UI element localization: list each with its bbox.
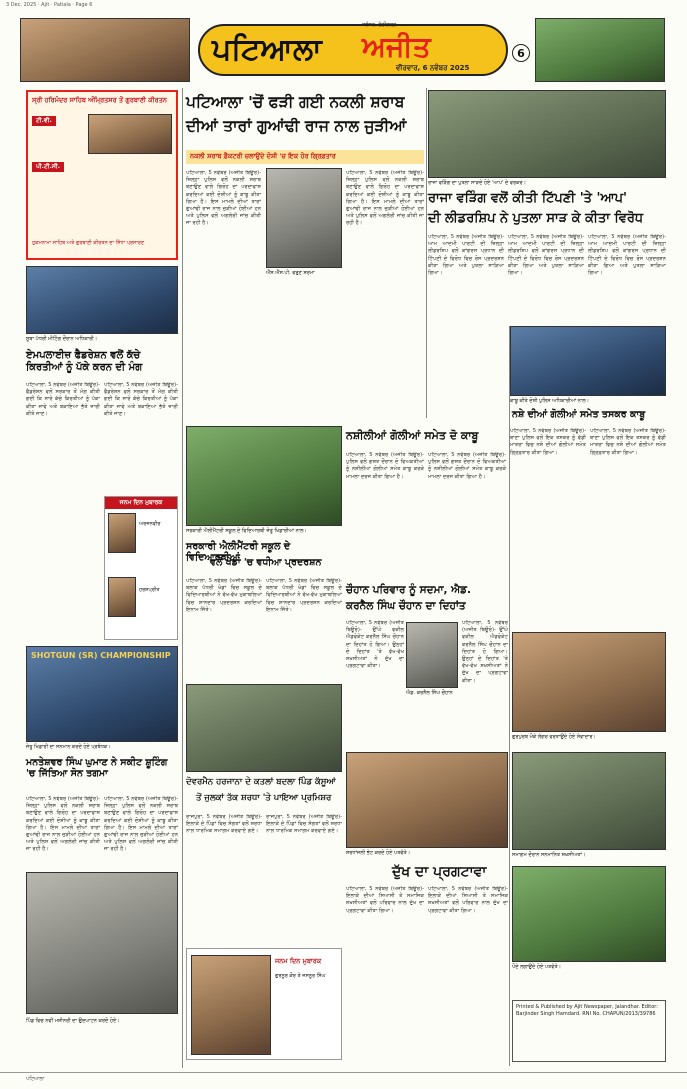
drug-body-2: ਪਟਿਆਲਾ, 5 ਨਵੰਬਰ (ਅਜੀਤ ਬਿਊਰੋ)- ਪੁਲਿਸ ਵਲੋਂ ਗਸ਼ਤ ਦੌਰਾਨ ਦੋ ਵਿਅਕਤੀਆਂ ਨੂੰ ਨਸ਼ੀਲੀਆਂ ਗੋਲੀਆਂ ਸਮੇਤ ਕਾਬੂ ਕਰਕੇ ਮਾਮਲਾ ਦਰਜ ਕੀਤਾ ਗਿਆ ਹੈ। [428,452,506,480]
event-photo [186,684,342,772]
left-photo-meeting [26,266,178,334]
school-headline-2: ਵਲੋਂ ਖੇਡਾਂ 'ਚ ਵਧੀਆ ਪ੍ਰਦਰਸ਼ਨ [210,557,322,568]
column-rule [426,88,427,418]
drug-headline: ਨਸ਼ੀਲੀਆਂ ਗੋਲੀਆਂ ਸਮੇਤ ਦੋ ਕਾਬੂ [346,429,479,442]
smuggler-body-1: ਪਟਿਆਲਾ, 5 ਨਵੰਬਰ (ਅਜੀਤ ਬਿਊਰੋ)- ਥਾਣਾ ਪੁਲਿਸ ਵਲੋਂ ਇਕ ਤਸਕਰ ਨੂੰ ਵੱਡੀ ਮਾਤਰਾ ਵਿਚ ਨਸ਼ੇ ਦੀਆਂ ਗੋਲੀਆਂ ਸਮੇਤ ਗ੍ਰਿਫ਼ਤਾਰ ਕੀਤਾ ਗਿਆ। [510,428,586,456]
grief-body-2: ਪਟਿਆਲਾ, 5 ਨਵੰਬਰ (ਅਜੀਤ ਬਿਊਰੋ)- ਇਲਾਕੇ ਦੀਆਂ ਸਿਆਸੀ ਤੇ ਸਮਾਜਿਕ ਸ਼ਖ਼ਸੀਅਤਾਂ ਵਲੋਂ ਪਰਿਵਾਰ ਨਾਲ ਦੁੱਖ ਦਾ ਪ੍ਰਗਟਾਵਾ ਕੀਤਾ ਗਿਆ। [428,886,508,914]
right-top-headline-2: ਦੀ ਲੀਡਰਸ਼ਿਪ ਨੇ ਪੁਤਲਾ ਸਾੜ ਕੇ ਕੀਤਾ ਵਿਰੋਧ [428,211,644,226]
grief-body-1: ਪਟਿਆਲਾ, 5 ਨਵੰਬਰ (ਅਜੀਤ ਬਿਊਰੋ)- ਇਲਾਕੇ ਦੀਆਂ ਸਿਆਸੀ ਤੇ ਸਮਾਜਿਕ ਸ਼ਖ਼ਸੀਅਤਾਂ ਵਲੋਂ ਪਰਿਵਾਰ ਨਾਲ ਦੁੱਖ ਦਾ ਪ੍ਰਗਟਾਵਾ ਕੀਤਾ ਗਿਆ। [346,886,424,914]
chauhan-caption: ਐਡ. ਕਰਨੈਲ ਸਿੰਘ ਚੌਹਾਨ [406,690,453,696]
kabaddi-headline-2: ਤੋਂ ਜੁਲਕਾਂ ਤੱਕ ਸ਼ਰਧਾ 'ਤੇ ਪਾਇਆ ਪ੍ਰਮਿਸ਼ਰ [196,793,332,803]
shotgun-photo [26,646,178,742]
left-headline: ਏਮਪਲਾਈਜ਼ ਫੈਡਰੇਸ਼ਨ ਵਲੋਂ ਕੱਚੇ ਕਿਰਤੀਆਂ ਨੂੰ ਪੱਕੇ ਕਰਨ ਦੀ ਮੰਗ [26,350,143,373]
birthday-photo-2 [108,577,136,617]
greeting-photo [191,955,271,1055]
shotgun-caption: ਜੇਤੂ ਖਿਡਾਰੀ ਦਾ ਸਨਮਾਨ ਕਰਦੇ ਹੋਏ ਪ੍ਰਬੰਧਕ। [26,744,111,750]
kabaddi-body-1: ਰਾਜਪੁਰਾ, 5 ਨਵੰਬਰ (ਅਜੀਤ ਬਿਊਰੋ)- ਇਲਾਕੇ ਦੇ ਪਿੰਡਾਂ ਵਿਚ ਸੰਗਤਾਂ ਵਲੋਂ ਸ਼ਰਧਾ ਨਾਲ ਧਾਰਮਿਕ ਸਮਾਗਮ ਕਰਵਾਏ ਗਏ। [186,814,262,835]
smuggler-body-2: ਪਟਿਆਲਾ, 5 ਨਵੰਬਰ (ਅਜੀਤ ਬਿਊਰੋ)- ਥਾਣਾ ਪੁਲਿਸ ਵਲੋਂ ਇਕ ਤਸਕਰ ਨੂੰ ਵੱਡੀ ਮਾਤਰਾ ਵਿਚ ਨਸ਼ੇ ਦੀਆਂ ਗੋਲੀਆਂ ਸਮੇਤ ਗ੍ਰਿਫ਼ਤਾਰ ਕੀਤਾ ਗਿਆ। [590,428,666,456]
lead-body-col1: ਪਟਿਆਲਾ, 5 ਨਵੰਬਰ (ਅਜੀਤ ਬਿਊਰੋ)- ਜ਼ਿਲ੍ਹਾ ਪੁਲਿਸ ਵਲੋਂ ਨਕਲੀ ਸ਼ਰਾਬ ਬਣਾਉਣ ਵਾਲੇ ਗਿਰੋਹ ਦਾ ਪਰਦਾਫਾਸ਼ ਕਰਦਿਆਂ ਕਈ ਦੋਸ਼ੀਆਂ ਨੂੰ ਕਾਬੂ ਕੀਤਾ ਗਿਆ ਹੈ। ਇਸ ਮਾਮਲੇ ਦੀਆਂ ਤਾਰਾਂ ਗੁਆਂਢੀ ਰਾਜ ਨਾਲ ਜੁੜੀਆਂ ਹੋਈਆਂ ਹਨ ਅਤੇ ਪੁਲਿਸ ਵਲੋਂ ਅਗਲੇਰੀ ਜਾਂਚ ਕੀਤੀ ਜਾ ਰਹੀ ਹੈ। [186,170,261,227]
top-strip [0,0,687,10]
school-body-1: ਪਟਿਆਲਾ, 5 ਨਵੰਬਰ (ਅਜੀਤ ਬਿਊਰੋ)- ਬਲਾਕ ਪੱਧਰੀ ਖੇਡਾਂ ਵਿਚ ਸਕੂਲ ਦੇ ਵਿਦਿਆਰਥੀਆਂ ਨੇ ਵੱਖ-ਵੱਖ ਮੁਕਾਬਲਿਆਂ ਵਿਚ ਸ਼ਾਨਦਾਰ ਪ੍ਰਦਰਸ਼ਨ ਕਰਦਿਆਂ ਇਨਾਮ ਜਿੱਤੇ। [186,578,262,613]
greeting-box [186,948,342,1060]
shotgun-body-1: ਪਟਿਆਲਾ, 5 ਨਵੰਬਰ (ਅਜੀਤ ਬਿਊਰੋ)- ਜ਼ਿਲ੍ਹਾ ਪੁਲਿਸ ਵਲੋਂ ਨਕਲੀ ਸ਼ਰਾਬ ਬਣਾਉਣ ਵਾਲੇ ਗਿਰੋਹ ਦਾ ਪਰਦਾਫਾਸ਼ ਕਰਦਿਆਂ ਕਈ ਦੋਸ਼ੀਆਂ ਨੂੰ ਕਾਬੂ ਕੀਤਾ ਗਿਆ ਹੈ। ਇਸ ਮਾਮਲੇ ਦੀਆਂ ਤਾਰਾਂ ਗੁਆਂਢੀ ਰਾਜ ਨਾਲ ਜੁੜੀਆਂ ਹੋਈਆਂ ਹਨ ਅਤੇ ਪੁਲਿਸ ਵਲੋਂ ਅਗਲੇਰੀ ਜਾਂਚ ਕੀਤੀ ਜਾ ਰਹੀ ਹੈ। [26,796,100,853]
grief-headline: ਦੁੱਖ ਦਾ ਪ੍ਰਗਟਾਵਾ [392,864,487,880]
chauhan-body-2: ਪਟਿਆਲਾ, 5 ਨਵੰਬਰ (ਅਜੀਤ ਬਿਊਰੋ)- ਉੱਘੇ ਵਕੀਲ ਐਡਵੋਕੇਟ ਕਰਨੈਲ ਸਿੰਘ ਚੌਹਾਨ ਦਾ ਦਿਹਾਂਤ ਹੋ ਗਿਆ। ਉਨ੍ਹਾਂ ਦੇ ਦਿਹਾਂਤ 'ਤੇ ਵੱਖ-ਵੱਖ ਸ਼ਖ਼ਸੀਅਤਾਂ ਨੇ ਦੁੱਖ ਦਾ ਪ੍ਰਗਟਾਵਾ ਕੀਤਾ। [462,620,508,684]
machinery-caption: ਪਿੰਡ ਵਿਚ ਨਵੀਂ ਮਸ਼ੀਨਰੀ ਦਾ ਉਦਘਾਟਨ ਕਰਦੇ ਹੋਏ। [26,1018,120,1024]
greeting-title: ਜਨਮ ਦਿਨ ਮੁਬਾਰਕ [275,957,322,965]
lead-subhead: ਨਕਲੀ ਸ਼ਰਾਬ ਫ਼ੈਕਟਰੀ ਚਲਾਉਂਦੇ ਦੋਸ਼ੀ 'ਚ ਇਕ ਹੋਰ ਗ੍ਰਿਫ਼ਤਾਰ [190,152,336,160]
right-top-body-1: ਪਟਿਆਲਾ, 5 ਨਵੰਬਰ (ਅਜੀਤ ਬਿਊਰੋ)- ਆਮ ਆਦਮੀ ਪਾਰਟੀ ਦੀ ਜ਼ਿਲ੍ਹਾ ਲੀਡਰਸ਼ਿਪ ਵਲੋਂ ਕਾਂਗਰਸ ਪ੍ਰਧਾਨ ਦੀ ਟਿੱਪਣੀ ਦੇ ਵਿਰੋਧ ਵਿਚ ਰੋਸ ਪ੍ਰਦਰਸ਼ਨ ਕੀਤਾ ਗਿਆ ਅਤੇ ਪੁਤਲਾ ਸਾੜਿਆ ਗਿਆ। [428,234,504,277]
shotgun-body-2: ਪਟਿਆਲਾ, 5 ਨਵੰਬਰ (ਅਜੀਤ ਬਿਊਰੋ)- ਜ਼ਿਲ੍ਹਾ ਪੁਲਿਸ ਵਲੋਂ ਨਕਲੀ ਸ਼ਰਾਬ ਬਣਾਉਣ ਵਾਲੇ ਗਿਰੋਹ ਦਾ ਪਰਦਾਫਾਸ਼ ਕਰਦਿਆਂ ਕਈ ਦੋਸ਼ੀਆਂ ਨੂੰ ਕਾਬੂ ਕੀਤਾ ਗਿਆ ਹੈ। ਇਸ ਮਾਮਲੇ ਦੀਆਂ ਤਾਰਾਂ ਗੁਆਂਢੀ ਰਾਜ ਨਾਲ ਜੁੜੀਆਂ ਹੋਈਆਂ ਹਨ ਅਤੇ ਪੁਲਿਸ ਵਲੋਂ ਅਗਲੇਰੀ ਜਾਂਚ ਕੀਤੀ ਜਾ ਰਹੀ ਹੈ। [104,796,178,853]
honour-caption: ਸਮਾਗਮ ਦੌਰਾਨ ਸਨਮਾਨਿਤ ਸ਼ਖ਼ਸੀਅਤਾਂ। [512,852,586,858]
lead-headline-1: ਪਟਿਆਲਾ 'ਚੋਂ ਫੜੀ ਗਈ ਨਕਲੀ ਸ਼ਰਾਬ [186,93,405,111]
imprint-box [512,1000,666,1062]
greeting-names: ਗੁਰਨੂਰ ਕੌਰ ਤੇ ਜਸਨੂਰ ਸਿੰਘ [275,973,326,979]
smuggler-caption: ਕਾਬੂ ਕੀਤੇ ਦੋਸ਼ੀ ਪੁਲਿਸ ਅਧਿਕਾਰੀਆਂ ਨਾਲ। [510,398,589,404]
planting-photo [512,866,666,962]
place-line: ਜਲੰਧਰ, ਚੰਡੀਗੜ੍ਹ [362,22,397,28]
kabaddi-headline-1: ਦੋਵਰਮੈਨ ਹਰਜਾਨਾ ਦੇ ਕਤਲਾਂ ਬਦਲਾ ਪਿੰਡ ਕੱਸੂਆਂ [186,777,336,787]
ad-box [26,90,178,260]
school-photo [186,426,342,526]
smuggler-headline: ਨਸ਼ੇ ਦੀਆਂ ਗੋਲੀਆਂ ਸਮੇਤ ਤਸਕਰ ਕਾਬੂ [512,409,646,420]
grief-photo [346,752,508,848]
lead-headline-2: ਦੀਆਂ ਤਾਰਾਂ ਗੁਆਂਢੀ ਰਾਜ ਨਾਲ ਜੁੜੀਆਂ [186,117,407,135]
column-rule [182,88,183,1068]
right-top-caption: ਰਾਜਾ ਵੜਿੰਗ ਦਾ ਪੁਤਲਾ ਸਾੜਦੇ ਹੋਏ 'ਆਪ' ਦੇ ਵਰਕਰ। [428,180,526,186]
right-top-body-2: ਪਟਿਆਲਾ, 5 ਨਵੰਬਰ (ਅਜੀਤ ਬਿਊਰੋ)- ਆਮ ਆਦਮੀ ਪਾਰਟੀ ਦੀ ਜ਼ਿਲ੍ਹਾ ਲੀਡਰਸ਼ਿਪ ਵਲੋਂ ਕਾਂਗਰਸ ਪ੍ਰਧਾਨ ਦੀ ਟਿੱਪਣੀ ਦੇ ਵਿਰੋਧ ਵਿਚ ਰੋਸ ਪ੍ਰਦਰਸ਼ਨ ਕੀਤਾ ਗਿਆ ਅਤੇ ਪੁਤਲਾ ਸਾੜਿਆ ਗਿਆ। [508,234,584,277]
school-body-2: ਪਟਿਆਲਾ, 5 ਨਵੰਬਰ (ਅਜੀਤ ਬਿਊਰੋ)- ਬਲਾਕ ਪੱਧਰੀ ਖੇਡਾਂ ਵਿਚ ਸਕੂਲ ਦੇ ਵਿਦਿਆਰਥੀਆਂ ਨੇ ਵੱਖ-ਵੱਖ ਮੁਕਾਬਲਿਆਂ ਵਿਚ ਸ਼ਾਨਦਾਰ ਪ੍ਰਦਰਸ਼ਨ ਕਰਦਿਆਂ ਇਨਾਮ ਜਿੱਤੇ। [266,578,342,613]
left-body-1: ਪਟਿਆਲਾ, 5 ਨਵੰਬਰ (ਅਜੀਤ ਬਿਊਰੋ)- ਫੈਡਰੇਸ਼ਨ ਵਲੋਂ ਸਰਕਾਰ ਤੋਂ ਮੰਗ ਕੀਤੀ ਗਈ ਕਿ ਸਾਰੇ ਕੱਚੇ ਕਿਰਤੀਆਂ ਨੂੰ ਪੱਕਾ ਕੀਤਾ ਜਾਵੇ ਅਤੇ ਬਕਾਇਆ ਭੱਤੇ ਜਾਰੀ ਕੀਤੇ ਜਾਣ। [26,382,100,417]
birthday-name-1: ਅਰਜਨਵੀਰ [139,521,161,527]
left-photo-caption: ਸੂਬਾ ਪੱਧਰੀ ਮੀਟਿੰਗ ਦੌਰਾਨ ਅਧਿਕਾਰੀ। [26,336,98,342]
birthday-photo-1 [108,513,136,553]
birthday-title: ਜਨਮ ਦਿਨ ਮੁਬਾਰਕ [105,497,177,509]
right-top-headline-1: ਰਾਜਾ ਵੜਿੰਗ ਵਲੋਂ ਕੀਤੀ ਟਿੱਪਣੀ 'ਤੇ 'ਆਪ' [428,191,628,206]
masthead-title-box [198,24,508,76]
page-number: 6 [512,44,530,62]
masthead-right-photo [535,18,665,82]
golden-temple-image [88,114,172,154]
ad-label-tv: ਟੀ.ਵੀ. [32,116,56,126]
langar-caption: ਗੁਰਪੁਰਬ ਮੌਕੇ ਲੰਗਰ ਵਰਤਾਉਂਦੇ ਹੋਏ ਸੇਵਾਦਾਰ। [512,734,596,740]
grief-caption: ਸ਼ਰਧਾਂਜਲੀ ਭੇਟ ਕਰਦੇ ਹੋਏ ਪਤਵੰਤੇ। [346,850,411,856]
lead-body-col2: ਪਟਿਆਲਾ, 5 ਨਵੰਬਰ (ਅਜੀਤ ਬਿਊਰੋ)- ਜ਼ਿਲ੍ਹਾ ਪੁਲਿਸ ਵਲੋਂ ਨਕਲੀ ਸ਼ਰਾਬ ਬਣਾਉਣ ਵਾਲੇ ਗਿਰੋਹ ਦਾ ਪਰਦਾਫਾਸ਼ ਕਰਦਿਆਂ ਕਈ ਦੋਸ਼ੀਆਂ ਨੂੰ ਕਾਬੂ ਕੀਤਾ ਗਿਆ ਹੈ। ਇਸ ਮਾਮਲੇ ਦੀਆਂ ਤਾਰਾਂ ਗੁਆਂਢੀ ਰਾਜ ਨਾਲ ਜੁੜੀਆਂ ਹੋਈਆਂ ਹਨ ਅਤੇ ਪੁਲਿਸ ਵਲੋਂ ਅਗਲੇਰੀ ਜਾਂਚ ਕੀਤੀ ਜਾ ਰਹੀ ਹੈ। [346,170,424,227]
chauhan-body-1: ਪਟਿਆਲਾ, 5 ਨਵੰਬਰ (ਅਜੀਤ ਬਿਊਰੋ)- ਉੱਘੇ ਵਕੀਲ ਐਡਵੋਕੇਟ ਕਰਨੈਲ ਸਿੰਘ ਚੌਹਾਨ ਦਾ ਦਿਹਾਂਤ ਹੋ ਗਿਆ। ਉਨ੍ਹਾਂ ਦੇ ਦਿਹਾਂਤ 'ਤੇ ਵੱਖ-ਵੱਖ ਸ਼ਖ਼ਸੀਅਤਾਂ ਨੇ ਦੁੱਖ ਦਾ ਪ੍ਰਗਟਾਵਾ ਕੀਤਾ। [346,620,404,670]
langar-photo [512,632,666,732]
top-strip-text: 3 Dec. 2025 · Ajit · Patiala · Page 6 [6,2,93,8]
masthead [20,18,665,82]
birthday-name-2: ਹਰਸ਼ਪ੍ਰੀਤ [139,587,160,593]
right-top-photo [428,90,666,178]
ad-label-ptc: ਪੀ.ਟੀ.ਸੀ. [32,162,64,172]
paper-name: ਅਜੀਤ [362,30,431,63]
right-top-body-3: ਪਟਿਆਲਾ, 5 ਨਵੰਬਰ (ਅਜੀਤ ਬਿਊਰੋ)- ਆਮ ਆਦਮੀ ਪਾਰਟੀ ਦੀ ਜ਼ਿਲ੍ਹਾ ਲੀਡਰਸ਼ਿਪ ਵਲੋਂ ਕਾਂਗਰਸ ਪ੍ਰਧਾਨ ਦੀ ਟਿੱਪਣੀ ਦੇ ਵਿਰੋਧ ਵਿਚ ਰੋਸ ਪ੍ਰਦਰਸ਼ਨ ਕੀਤਾ ਗਿਆ ਅਤੇ ਪੁਤਲਾ ਸਾੜਿਆ ਗਿਆ। [588,234,666,277]
shotgun-headline: ਮਨਤੇਸ਼ਵਰ ਸਿੰਘ ਘੁਮਾਣ ਨੇ ਸਕੀਟ ਸ਼ੂਟਿੰਗ 'ਚ ਜਿੱਤਿਆ ਸੋਨ ਤਗਮਾ [26,757,168,779]
footer-page-label: ਪਟਿਆਲਾ [26,1076,45,1082]
lead-photo-officer [266,168,342,268]
machinery-photo [26,872,178,1014]
masthead-left-photo [20,18,190,82]
ad-footer: ਹੁਕਮਨਾਮਾ ਸਾਹਿਬ ਅਤੇ ਗੁਰਬਾਣੀ ਕੀਰਤਨ ਦਾ ਸਿੱਧਾ ਪ੍ਰਸਾਰਣ [32,240,145,246]
chauhan-photo [406,622,458,688]
ad-title: ਸ੍ਰੀ ਹਰਿਮੰਦਰ ਸਾਹਿਬ ਅੰਮ੍ਰਿਤਸਰ ਤੋਂ ਗੁਰਬਾਣੀ ਕੀਰਤਨ [32,96,167,104]
honour-photo [512,752,666,850]
left-body-2: ਪਟਿਆਲਾ, 5 ਨਵੰਬਰ (ਅਜੀਤ ਬਿਊਰੋ)- ਫੈਡਰੇਸ਼ਨ ਵਲੋਂ ਸਰਕਾਰ ਤੋਂ ਮੰਗ ਕੀਤੀ ਗਈ ਕਿ ਸਾਰੇ ਕੱਚੇ ਕਿਰਤੀਆਂ ਨੂੰ ਪੱਕਾ ਕੀਤਾ ਜਾਵੇ ਅਤੇ ਬਕਾਇਆ ਭੱਤੇ ਜਾਰੀ ਕੀਤੇ ਜਾਣ। [104,382,178,417]
planting-caption: ਪੌਦੇ ਲਗਾਉਂਦੇ ਹੋਏ ਪਤਵੰਤੇ। [512,964,562,970]
chauhan-headline-1: ਚੌਹਾਨ ਪਰਿਵਾਰ ਨੂੰ ਸਦਮਾ, ਐਡ. [346,584,471,596]
lead-photo-caption: ਐੱਸ.ਐੱਸ.ਪੀ. ਵਰੁਣ ਸ਼ਰਮਾ [266,270,315,276]
city-title: ਪਟਿਆਲਾ [212,32,322,67]
school-caption: ਸਰਕਾਰੀ ਐਲੀਮੈਂਟਰੀ ਸਕੂਲ ਦੇ ਵਿਦਿਆਰਥੀ ਜੇਤੂ ਖਿਡਾਰੀਆਂ ਨਾਲ। [186,528,307,534]
shotgun-banner: SHOTGUN (SR) CHAMPIONSHIP [31,651,171,660]
column-rule [509,326,510,1066]
page-footer [0,1072,687,1086]
school-headline-1: ਸਰਕਾਰੀ ਐਲੀਮੈਂਟਰੀ ਸਕੂਲ ਦੇ ਵਿਦਿਆਰਥੀਆਂ [186,541,291,563]
imprint-text: Printed & Published by Ajit Newspaper, Jalandhar. Editor: Barjinder Singh Hamdard. RNI No. CHAPUN/2013/39786 [516,1004,658,1017]
birthday-box [104,496,178,640]
lead-subhead-bar [186,150,424,164]
kabaddi-body-2: ਰਾਜਪੁਰਾ, 5 ਨਵੰਬਰ (ਅਜੀਤ ਬਿਊਰੋ)- ਇਲਾਕੇ ਦੇ ਪਿੰਡਾਂ ਵਿਚ ਸੰਗਤਾਂ ਵਲੋਂ ਸ਼ਰਧਾ ਨਾਲ ਧਾਰਮਿਕ ਸਮਾਗਮ ਕਰਵਾਏ ਗਏ। [266,814,342,835]
chauhan-headline-2: ਕਰਨੈਲ ਸਿੰਘ ਚੌਹਾਨ ਦਾ ਦਿਹਾਂਤ [346,600,466,612]
date-line: ਵੀਰਵਾਰ, 6 ਨਵੰਬਰ 2025 [396,64,470,72]
drug-body-1: ਪਟਿਆਲਾ, 5 ਨਵੰਬਰ (ਅਜੀਤ ਬਿਊਰੋ)- ਪੁਲਿਸ ਵਲੋਂ ਗਸ਼ਤ ਦੌਰਾਨ ਦੋ ਵਿਅਕਤੀਆਂ ਨੂੰ ਨਸ਼ੀਲੀਆਂ ਗੋਲੀਆਂ ਸਮੇਤ ਕਾਬੂ ਕਰਕੇ ਮਾਮਲਾ ਦਰਜ ਕੀਤਾ ਗਿਆ ਹੈ। [346,452,424,480]
smuggler-photo [510,326,666,396]
